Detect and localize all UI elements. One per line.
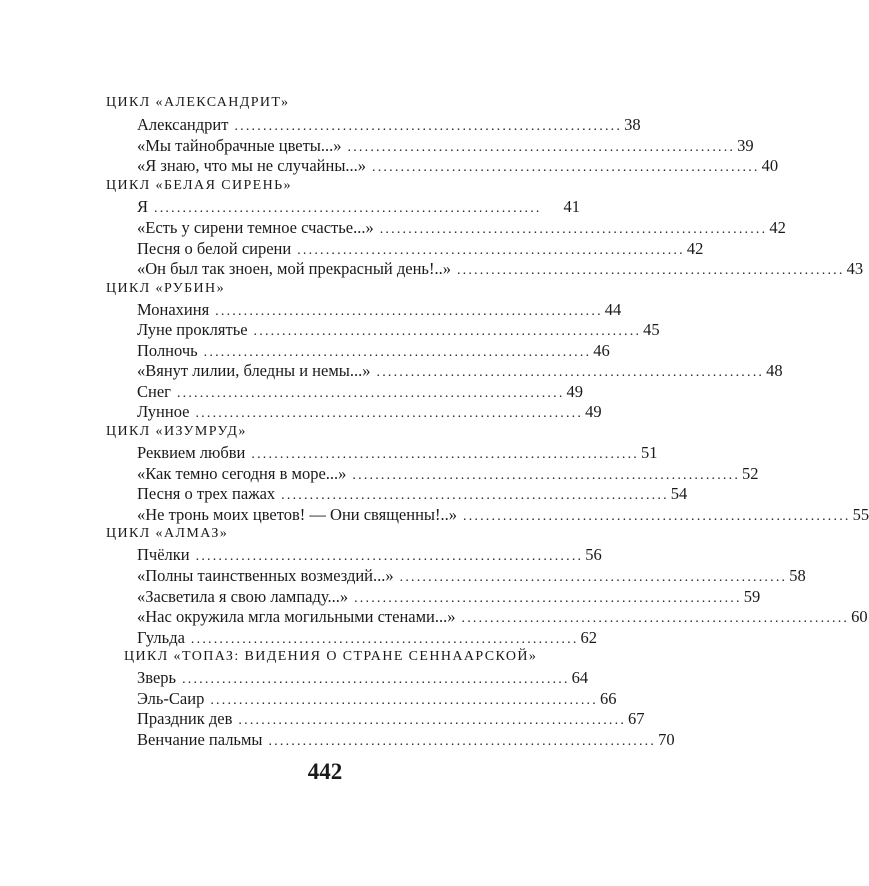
entry-page: 60 [851, 607, 868, 626]
entry-page: 58 [789, 566, 806, 585]
entry-page: 70 [658, 730, 675, 749]
entry-title: Снег [137, 382, 171, 401]
dot-leader: .................................................................... [352, 468, 741, 483]
dot-leader: .................................................................... [176, 386, 565, 401]
entry-title: «Не тронь моих цветов! — Они священны!..» [137, 505, 457, 524]
dot-leader: .................................................................... [203, 345, 592, 360]
dot-leader: .................................................................... [461, 611, 850, 626]
entry-page: 42 [686, 239, 704, 258]
toc-entry [137, 239, 704, 261]
entry-page: 45 [643, 320, 660, 339]
entry-title: Пчёлки [137, 545, 190, 564]
dot-leader: .................................................................... [268, 734, 657, 749]
toc-entry [137, 115, 641, 137]
entry-page: 51 [641, 443, 658, 462]
toc-entry [137, 689, 617, 711]
dot-leader: .................................................................... [253, 324, 642, 339]
dot-leader: .................................................................... [251, 447, 639, 462]
cycle-heading: ЦИКЛ «РУБИН» [106, 281, 225, 296]
entry-title: «Полны таинственных возмездий...» [137, 566, 394, 585]
toc-entry [137, 300, 622, 322]
entry-page: 48 [766, 361, 783, 380]
dot-leader: .................................................................... [372, 160, 760, 175]
toc-entry [137, 730, 675, 752]
toc-entry [137, 484, 688, 506]
dot-leader: .................................................................... [456, 263, 845, 278]
entry-page: 62 [580, 628, 598, 647]
entry-title: Монахиня [137, 300, 210, 319]
entry-page: 52 [742, 464, 759, 483]
toc-entry [137, 218, 786, 240]
entry-title: «Нас окружила мгла могильными стенами...» [137, 607, 456, 626]
entry-page: 59 [743, 587, 761, 606]
dot-leader: .................................................................... [182, 672, 570, 687]
entry-page: 67 [628, 709, 645, 728]
entry-title: «Мы тайнобрачные цветы...» [137, 136, 342, 155]
cycle-heading: ЦИКЛ «БЕЛАЯ СИРЕНЬ» [106, 178, 292, 193]
toc-entry [137, 464, 759, 486]
entry-title: Александрит [137, 115, 229, 134]
toc-entry [137, 259, 864, 281]
dot-leader: .................................................................... [399, 570, 788, 585]
dot-leader: .................................................................... [354, 591, 742, 606]
dot-leader: .................................................................... [238, 713, 627, 728]
toc-entry [137, 443, 658, 465]
entry-title: «Он был так зноен, мой прекрасный день!..» [137, 259, 451, 278]
entry-page: 44 [604, 300, 622, 319]
entry-title: «Есть у сирени темное счастье...» [137, 218, 374, 237]
entry-title: Эль-Саир [137, 689, 205, 708]
entry-title: Праздник дев [137, 709, 233, 728]
toc-entry [137, 341, 610, 363]
entry-page: 42 [769, 218, 786, 237]
cycle-heading: ЦИКЛ «ТОПАЗ: ВИДЕНИЯ О СТРАНЕ СЕННААРСКОЙ» [124, 649, 538, 664]
toc-entry [137, 545, 602, 567]
entry-title: Реквием любви [137, 443, 246, 462]
entry-page: 46 [593, 341, 610, 360]
entry-page: 40 [761, 156, 779, 175]
toc-entry [137, 382, 584, 404]
toc-entry [137, 709, 645, 731]
entry-title: Песня о трех пажах [137, 484, 276, 503]
cycle-heading: ЦИКЛ «ИЗУМРУД» [106, 424, 247, 439]
dot-leader: .................................................................... [376, 365, 765, 380]
entry-title: Гульда [137, 628, 185, 647]
entry-page: 64 [571, 668, 589, 687]
dot-leader: .................................................................... [281, 488, 669, 503]
entry-title: Лунное [137, 402, 190, 421]
dot-leader: .................................................................... [297, 243, 685, 258]
dot-leader: .................................................................... [234, 119, 623, 134]
dot-leader: .................................................................... [154, 201, 542, 216]
entry-title: Песня о белой сирени [137, 239, 292, 258]
toc-entry [137, 587, 761, 609]
dot-leader: .................................................................... [215, 304, 603, 319]
entry-title: Зверь [137, 668, 177, 687]
entry-page: 43 [846, 259, 864, 278]
toc-entry [137, 156, 779, 178]
entry-title: Я [137, 197, 149, 216]
cycle-heading: ЦИКЛ «АЛЕКСАНДРИТ» [106, 95, 290, 110]
page-number: 442 [307, 759, 343, 784]
entry-title: Венчание пальмы [137, 730, 263, 749]
entry-title: Полночь [137, 341, 198, 360]
entry-page: 38 [624, 115, 641, 134]
dot-leader: .................................................................... [463, 509, 851, 524]
toc-entry [137, 361, 783, 383]
entry-page: 39 [737, 136, 754, 155]
entry-page: 66 [599, 689, 617, 708]
entry-page: 41 [563, 197, 580, 216]
dot-leader: .................................................................... [190, 632, 579, 647]
toc-entry [137, 607, 868, 629]
toc-entry [137, 402, 602, 424]
entry-page: 49 [566, 382, 584, 401]
entry-page: 55 [852, 505, 869, 524]
entry-title: «Как темно сегодня в море...» [137, 464, 347, 483]
toc-entry [137, 566, 806, 588]
entry-page: 54 [670, 484, 688, 503]
toc-entry [137, 197, 580, 219]
toc-entry [137, 668, 589, 690]
toc-entry [137, 320, 660, 342]
cycle-heading: ЦИКЛ «АЛМАЗ» [106, 526, 229, 541]
toc-entry [137, 136, 754, 158]
entry-page: 56 [585, 545, 602, 564]
entry-title: «Вянут лилии, бледны и немы...» [137, 361, 371, 380]
dot-leader: .................................................................... [347, 140, 736, 155]
entry-page: 49 [585, 402, 602, 421]
dot-leader: .................................................................... [379, 222, 768, 237]
entry-title: «Засветила я свою лампаду...» [137, 587, 349, 606]
dot-leader: .................................................................... [195, 406, 584, 421]
dot-leader: .................................................................... [210, 693, 598, 708]
entry-title: «Я знаю, что мы не случайны...» [137, 156, 367, 175]
entry-title: Луне проклятье [137, 320, 248, 339]
dot-leader: .................................................................... [195, 549, 584, 564]
